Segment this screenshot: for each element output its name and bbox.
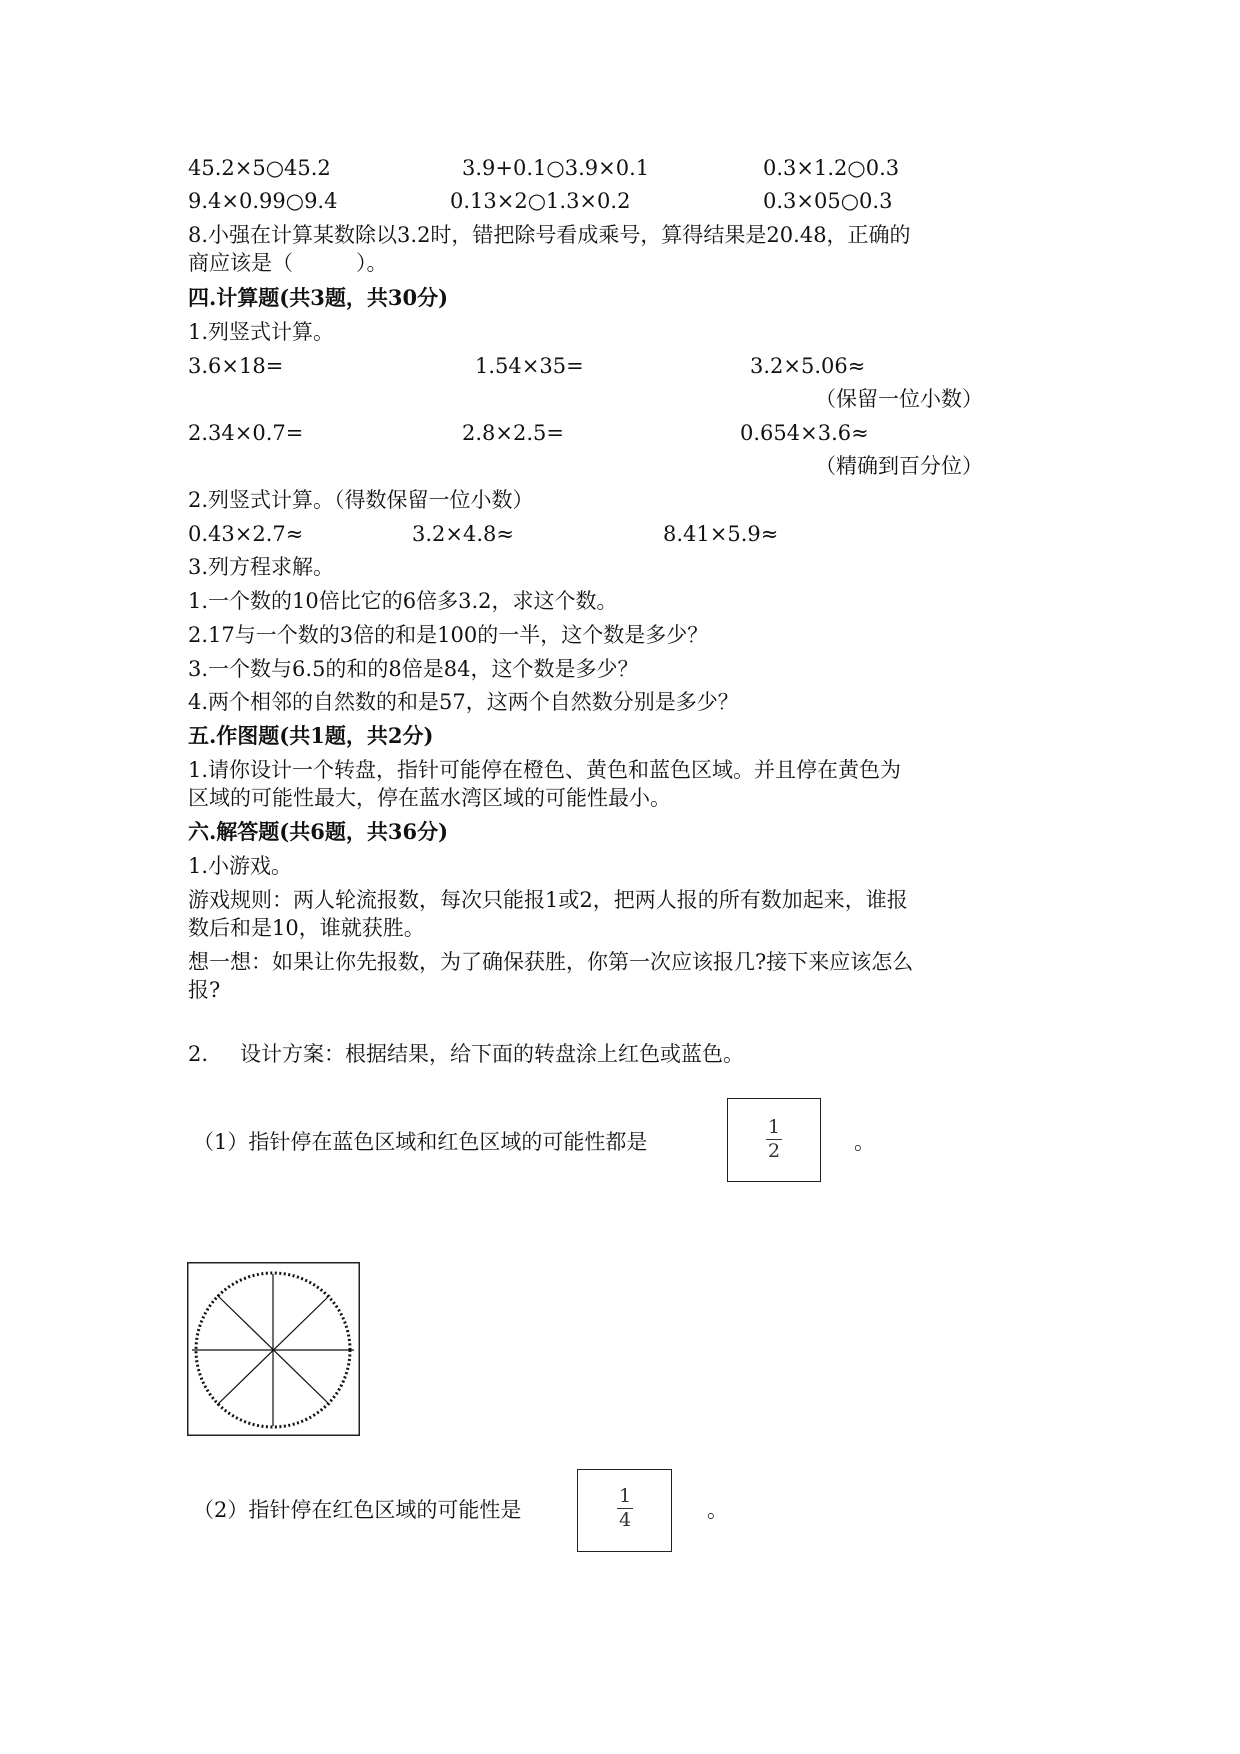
question-text: 区域的可能性最大，停在蓝水湾区域的可能性最小。 [188,786,671,810]
question-text: 8.小强在计算某数除以3.2时，错把除号看成乘号，算得结果是20.48，正确的 [188,223,911,247]
fraction-numerator: 1 [767,1116,781,1138]
compare-item: 0.3×05○0.3 [763,189,893,213]
equation-item: 4.两个相邻的自然数的和是57，这两个自然数分别是多少？ [188,690,739,714]
calc-item: 0.43×2.7≈ [188,522,304,546]
calc-note: （精确到百分位） [815,454,983,478]
sentence-end: 。 [854,1130,875,1154]
question-title: 2.列竖式计算。（得数保留一位小数） [188,488,534,512]
calc-item: 8.41×5.9≈ [663,522,779,546]
question-number: 2. [188,1042,209,1066]
fraction [766,1117,782,1162]
equation-item: 1.一个数的10倍比它的6倍多3.2，求这个数。 [188,589,618,613]
calc-item: 3.2×4.8≈ [412,522,514,546]
fraction-denominator: 2 [767,1140,781,1162]
equation-item: 2.17与一个数的3倍的和是100的一半，这个数是多少？ [188,623,709,647]
calc-item: 1.54×35= [475,354,584,378]
equation-item: 3.一个数与6.5的和的8倍是84，这个数是多少？ [188,657,639,681]
question-text: （1）指针停在蓝色区域和红色区域的可能性都是 [193,1130,648,1154]
question-text: 报? [188,978,221,1002]
question-title: 3.列方程求解。 [188,555,335,579]
compare-item: 9.4×0.99○9.4 [188,189,338,213]
calc-item: 3.2×5.06≈ [750,354,866,378]
compare-item: 3.9+0.1○3.9×0.1 [462,156,650,180]
question-text: 数后和是10，谁就获胜。 [188,916,425,940]
sentence-end: 。 [707,1498,728,1522]
calc-item: 3.6×18= [188,354,284,378]
calc-note: （保留一位小数） [815,387,983,411]
calc-item: 2.34×0.7= [188,421,304,445]
section-heading: 六.解答题(共6题，共36分) [188,819,449,844]
question-text: 设计方案：根据结果，给下面的转盘涂上红色或蓝色。 [240,1042,744,1066]
question-title: 1.列竖式计算。 [188,320,335,344]
question-text: 游戏规则：两人轮流报数，每次只能报1或2，把两人报的所有数加起来，谁报 [188,888,908,912]
fraction-numerator: 1 [618,1485,632,1507]
question-title: 1.小游戏。 [188,854,293,878]
question-text: 想一想：如果让你先报数，为了确保获胜，你第一次应该报几?接下来应该怎么 [188,950,914,974]
section-heading: 五.作图题(共1题，共2分) [188,723,434,748]
calc-item: 0.654×3.6≈ [740,421,869,445]
compare-item: 45.2×5○45.2 [188,156,331,180]
spinner-diagram [187,1262,360,1436]
calc-item: 2.8×2.5= [462,421,564,445]
fraction-denominator: 4 [618,1509,632,1531]
fraction [617,1486,633,1531]
section-heading: 四.计算题(共3题，共30分) [188,285,449,310]
compare-item: 0.13×2○1.3×0.2 [450,189,631,213]
question-text: 1.请你设计一个转盘，指针可能停在橙色、黄色和蓝色区域。并且停在黄色为 [188,758,902,782]
question-text: 商应该是（ ）。 [188,251,388,275]
compare-item: 0.3×1.2○0.3 [763,156,900,180]
question-text: （2）指针停在红色区域的可能性是 [193,1498,522,1522]
